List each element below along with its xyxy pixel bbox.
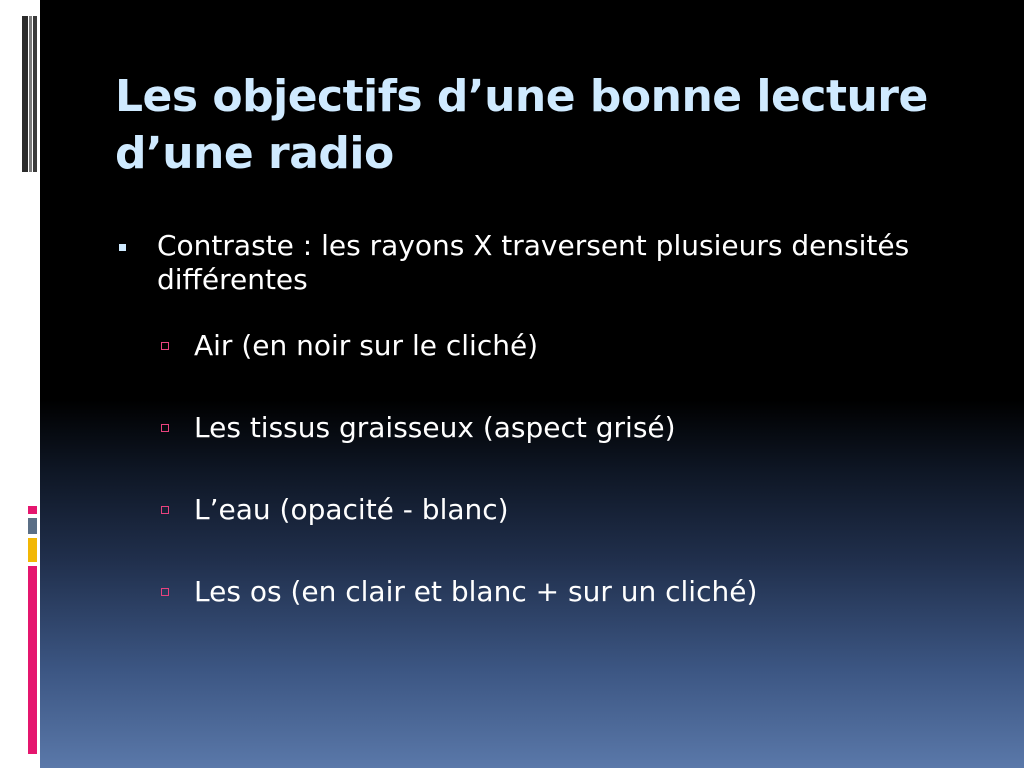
decorative-side-strip: [0, 0, 40, 768]
bullet-item: [115, 229, 995, 297]
square-bullet-icon: [119, 244, 126, 251]
sub-bullet-item: [115, 329, 995, 363]
sub-bullet-item: [115, 575, 995, 609]
hollow-square-bullet-icon: [161, 506, 169, 514]
sub-bullet-text: Les tissus graisseux (aspect grisé): [194, 411, 676, 444]
decorative-stripe: [29, 16, 32, 172]
bullet-text: Contraste : les rayons X traversent plusieurs densités différentes: [157, 229, 910, 296]
slide-content: [115, 229, 995, 657]
accent-bar-slate: [28, 518, 37, 534]
decorative-stripe: [33, 16, 37, 172]
accent-bar-pink-long: [28, 566, 37, 754]
slide: [40, 0, 1024, 768]
decorative-stripe: [22, 16, 28, 172]
slide-title: Les objectifs d’une bonne lecture d’une radio: [115, 71, 928, 179]
sub-bullet-item: [115, 411, 995, 445]
hollow-square-bullet-icon: [161, 588, 169, 596]
sub-bullet-text: Air (en noir sur le cliché): [194, 329, 539, 362]
sub-bullet-item: [115, 493, 995, 527]
hollow-square-bullet-icon: [161, 342, 169, 350]
hollow-square-bullet-icon: [161, 424, 169, 432]
accent-bar-pink: [28, 506, 37, 514]
sub-bullet-text: Les os (en clair et blanc + sur un cliché): [194, 575, 758, 608]
accent-bar-yellow: [28, 538, 37, 562]
sub-bullet-text: L’eau (opacité - blanc): [194, 493, 509, 526]
